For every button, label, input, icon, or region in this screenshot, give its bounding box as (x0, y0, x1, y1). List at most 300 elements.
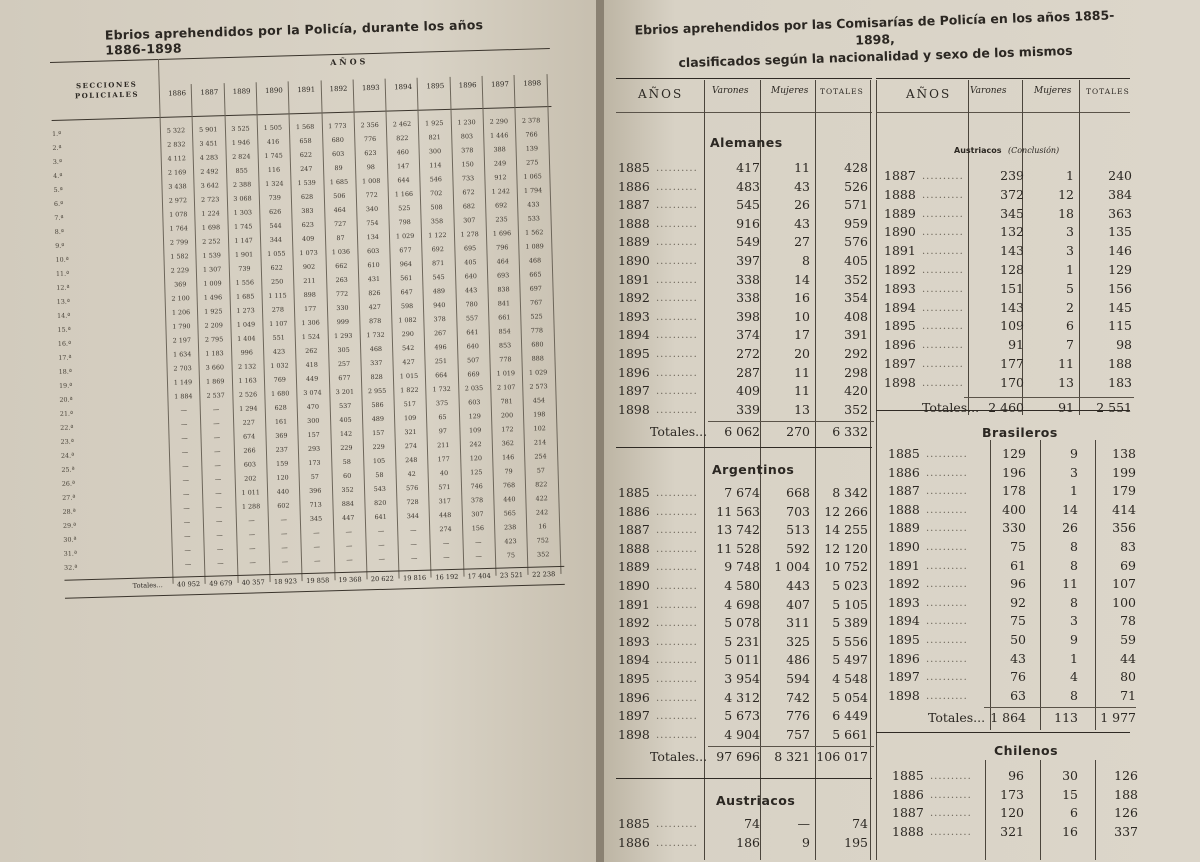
col-header-totales: TOTALES (820, 87, 864, 96)
value-cell: 78 (1120, 613, 1136, 629)
table-cell: 345 (309, 514, 323, 523)
table-cell: 677 (399, 245, 412, 255)
table-cell: — (410, 553, 418, 563)
table-row (618, 522, 874, 541)
year-label: 1898 (618, 401, 650, 417)
value-cell: 5 389 (832, 615, 868, 631)
table-cell: 622 (270, 263, 283, 272)
table-cell: 1 008 (361, 176, 381, 186)
table-cell: 98 (366, 162, 376, 172)
table-cell: 2 795 (204, 335, 224, 344)
year-label: 1891 (618, 596, 650, 612)
value-cell: 43 (794, 178, 810, 194)
col-header-anos: AÑOS (906, 87, 952, 101)
year-header-cell: 1886 (168, 89, 187, 98)
table-cell: 274 (439, 524, 452, 534)
table-cell: 964 (399, 259, 413, 269)
table-cell: 1 496 (203, 293, 223, 302)
year-label: 1885 (892, 768, 924, 783)
table-cell: 173 (308, 458, 321, 467)
year-label: 1893 (618, 633, 650, 649)
totals-label: Totales... (650, 424, 708, 440)
table-cell: 628 (300, 192, 314, 202)
value-cell: 50 (1010, 632, 1026, 647)
table-cell: — (183, 532, 191, 541)
value-cell: 178 (1002, 483, 1026, 499)
table-cell: 1 822 (400, 385, 419, 395)
year-header-cell: 1897 (490, 80, 509, 89)
value-cell: 173 (1000, 786, 1024, 802)
table-cell: 1 524 (301, 332, 321, 342)
value-cell: 2 (1066, 299, 1074, 315)
table-cell: 665 (529, 270, 542, 279)
table-cell: 248 (405, 455, 418, 465)
section-label: 8.ª (54, 227, 64, 236)
table-cell: — (410, 539, 417, 549)
value-cell: 571 (844, 197, 868, 213)
total-cell: 113 (1054, 710, 1078, 726)
table-cell: 2 799 (169, 238, 189, 247)
table-cell: 147 (396, 162, 410, 171)
table-cell: 888 (531, 354, 544, 363)
leader-dots: .......... (656, 256, 698, 267)
value-cell: 100 (1112, 594, 1136, 610)
value-cell: 959 (844, 215, 868, 231)
table-cell: 254 (534, 452, 547, 461)
value-cell: 71 (1120, 687, 1136, 703)
table-cell: 766 (525, 130, 538, 139)
table-cell: 1 107 (269, 319, 288, 328)
total-cell: 8 321 (774, 749, 810, 765)
value-cell: 1 (1070, 483, 1078, 499)
value-cell: 59 (1120, 632, 1136, 647)
table-cell: 300 (428, 147, 442, 156)
value-cell: 11 (794, 383, 810, 399)
value-cell: 11 (1062, 576, 1078, 592)
table-cell: 727 (333, 219, 347, 229)
table-cell: 912 (494, 173, 507, 182)
year-header-cell: 1895 (426, 82, 445, 91)
table-cell: 1 404 (237, 334, 256, 343)
table-cell: 841 (497, 299, 511, 308)
table-cell: 2 252 (202, 237, 221, 246)
table-cell: — (182, 462, 189, 471)
table-cell: 267 (433, 329, 447, 338)
table-cell: — (213, 419, 220, 428)
table-cell: 237 (275, 445, 289, 454)
value-cell: 363 (1108, 205, 1132, 221)
table-cell: 443 (465, 286, 478, 295)
section-label: 7.ª (54, 213, 64, 222)
year-header-cell: 1893 (361, 83, 380, 93)
table-cell: 1 036 (331, 247, 351, 257)
table-cell: — (215, 517, 223, 526)
value-cell: 151 (1000, 280, 1024, 296)
year-header-cell: 1894 (394, 82, 413, 92)
table-cell: 358 (430, 217, 444, 226)
table-row (618, 597, 874, 616)
table-cell: 669 (467, 370, 480, 379)
value-cell: 13 (794, 401, 810, 417)
table-cell: 116 (267, 165, 281, 174)
value-cell: 239 (1000, 168, 1024, 183)
leader-dots: .......... (656, 349, 698, 360)
value-cell: 11 563 (716, 503, 760, 519)
table-cell: 746 (470, 482, 483, 491)
leader-dots: .......... (926, 672, 968, 684)
table-cell: 2 723 (200, 195, 220, 204)
value-cell: 400 (1002, 501, 1026, 517)
table-cell: 2 832 (167, 140, 186, 149)
table-cell: — (280, 515, 288, 524)
table-cell: — (212, 405, 220, 414)
value-cell: 414 (1112, 501, 1136, 517)
leader-dots: .......... (926, 597, 968, 609)
table-row (618, 290, 874, 309)
value-cell: 63 (1010, 687, 1026, 703)
table-cell: 470 (306, 402, 320, 411)
value-cell: 8 (1070, 687, 1078, 703)
table-row (884, 356, 1134, 375)
table-cell: 89 (334, 163, 343, 173)
value-cell: 354 (844, 290, 868, 306)
value-cell: 8 (802, 253, 810, 268)
table-cell: 405 (464, 258, 477, 267)
value-cell: 98 (1116, 337, 1132, 353)
value-cell: 292 (844, 346, 868, 361)
leader-dots: .......... (926, 690, 968, 702)
table-cell: 454 (532, 396, 546, 405)
value-cell: 109 (1000, 318, 1024, 334)
table-cell: 1 149 (173, 378, 193, 387)
table-cell: 57 (536, 466, 546, 475)
year-label: 1888 (618, 540, 650, 556)
value-cell: 196 (1002, 464, 1026, 480)
value-cell: 145 (1108, 299, 1132, 315)
table-cell: 352 (341, 485, 354, 495)
table-cell: 340 (365, 204, 379, 214)
table-cell: 274 (404, 441, 418, 451)
table-cell: 641 (466, 328, 479, 337)
value-cell: 409 (736, 383, 760, 399)
value-cell: 513 (786, 522, 810, 538)
value-cell: 272 (736, 346, 760, 361)
table-cell: — (377, 526, 385, 536)
col-header-anos: AÑOS (638, 87, 684, 101)
section-label: 9.ª (55, 241, 65, 250)
table-cell: 344 (269, 235, 283, 244)
value-cell: — (797, 816, 810, 831)
section-label: 25.ª (61, 465, 75, 474)
table-cell: 1 790 (172, 322, 191, 331)
table-cell: 752 (536, 536, 550, 545)
value-cell: 12 (1058, 186, 1074, 202)
table-cell: 1 065 (523, 172, 542, 181)
table-cell: 586 (371, 400, 384, 410)
table-cell: 507 (466, 356, 480, 365)
total-cell: 91 (1058, 399, 1074, 415)
leader-dots: .......... (656, 506, 698, 518)
table-row (884, 281, 1134, 300)
value-cell: 61 (1010, 557, 1026, 573)
table-cell: — (182, 490, 190, 499)
table-cell: 682 (462, 202, 476, 211)
year-label: 1887 (884, 168, 916, 183)
table-cell: 307 (471, 510, 484, 519)
table-cell: 598 (400, 301, 414, 311)
table-row (888, 539, 1138, 558)
year-label: 1896 (618, 689, 650, 705)
section-label: 3.ª (52, 157, 63, 166)
table-cell: 464 (333, 205, 346, 215)
table-cell: 250 (270, 277, 284, 286)
value-cell: 420 (844, 383, 868, 399)
leader-dots: .......... (926, 635, 968, 646)
value-cell: 372 (1000, 186, 1024, 202)
table-cell: 330 (336, 303, 349, 313)
value-cell: 74 (744, 816, 760, 831)
table-cell: 626 (268, 207, 282, 216)
leader-dots: .......... (926, 504, 968, 516)
table-cell: — (181, 434, 188, 443)
table-cell: 157 (307, 430, 320, 439)
year-label: 1886 (618, 503, 650, 519)
table-cell: 1 273 (236, 306, 255, 315)
year-header-cell: 1891 (297, 85, 316, 95)
table-cell: 2 107 (496, 383, 516, 392)
value-cell: 170 (1000, 374, 1024, 390)
total-cell: 106 017 (816, 749, 868, 765)
value-cell: 115 (1108, 318, 1132, 334)
year-label: 1887 (892, 805, 924, 821)
table-cell: — (216, 531, 223, 540)
table-cell: 803 (460, 132, 474, 141)
table-cell: — (249, 558, 256, 567)
col-header-varones: Varones (712, 86, 749, 96)
leader-dots: .......... (656, 692, 698, 704)
table-cell: 728 (406, 497, 419, 507)
year-label: 1895 (888, 632, 920, 647)
table-cell: 262 (305, 346, 318, 355)
table-cell: 1 307 (202, 265, 222, 274)
table-cell: — (248, 516, 255, 525)
year-label: 1891 (888, 557, 920, 573)
leader-dots: .......... (926, 486, 968, 498)
year-label: 1896 (888, 650, 920, 666)
table-cell: 229 (340, 443, 353, 453)
table-cell: 3 201 (335, 387, 355, 397)
value-cell: 5 556 (832, 633, 868, 649)
table-cell: 1 884 (174, 392, 193, 401)
value-cell: 3 (1066, 243, 1074, 259)
table-cell: — (184, 560, 192, 569)
table-row (618, 634, 874, 653)
value-cell: 80 (1120, 669, 1136, 685)
section-label: 4.ª (53, 171, 63, 180)
table-row (618, 216, 874, 235)
value-cell: 5 (1066, 280, 1074, 296)
section-label: 32.ª (64, 563, 78, 572)
table-row (618, 541, 874, 560)
value-cell: 17 (794, 327, 810, 343)
leader-dots: .......... (656, 562, 698, 574)
value-cell: 12 266 (824, 503, 868, 519)
value-cell: 43 (794, 215, 810, 231)
table-row (618, 615, 874, 634)
table-cell: 1 163 (238, 376, 257, 385)
total-cell: 17 404 (467, 571, 491, 581)
value-cell: 16 (794, 290, 810, 306)
table-cell: 1 082 (398, 315, 417, 325)
value-cell: 188 (1114, 786, 1138, 802)
value-cell: 14 (1062, 501, 1078, 517)
table-cell: 772 (365, 190, 378, 200)
year-label: 1888 (888, 501, 920, 517)
table-cell: 1 680 (270, 389, 290, 398)
year-label: 1894 (618, 327, 650, 343)
table-cell: 767 (529, 298, 543, 307)
year-label: 1885 (618, 160, 650, 175)
table-cell: — (183, 504, 190, 513)
total-cell: 19 368 (338, 575, 362, 585)
table-cell: 1 019 (496, 369, 516, 378)
value-cell: 3 (1066, 224, 1074, 240)
table-cell: — (213, 447, 221, 456)
value-cell: 120 (1000, 805, 1024, 821)
table-cell: 571 (438, 482, 451, 492)
total-cell: 19 858 (306, 576, 330, 586)
value-cell: 27 (794, 234, 810, 250)
table-cell: 603 (243, 460, 257, 469)
total-cell: 23 521 (499, 570, 524, 580)
table-cell: — (184, 546, 191, 555)
table-row (618, 365, 874, 384)
table-cell: 263 (335, 275, 348, 285)
table-row (618, 197, 874, 216)
table-row (888, 465, 1138, 484)
value-cell: 345 (1000, 205, 1024, 221)
table-cell: 3 068 (233, 194, 252, 203)
value-cell: 12 120 (824, 540, 868, 556)
year-label: 1887 (618, 522, 650, 538)
leader-dots: .......... (922, 171, 964, 182)
total-cell: 270 (786, 424, 810, 440)
leader-dots: .......... (930, 789, 972, 801)
year-label: 1897 (884, 356, 916, 371)
value-cell: 5 105 (832, 596, 868, 612)
section-label: 20.ª (59, 395, 73, 404)
year-label: 1894 (618, 652, 650, 668)
table-cell: 448 (438, 510, 452, 520)
value-cell: 916 (736, 215, 760, 231)
table-cell: 200 (500, 411, 514, 420)
leader-dots: .......... (656, 367, 698, 379)
year-label: 1895 (618, 346, 650, 361)
value-cell: 374 (736, 327, 760, 343)
value-cell: 195 (844, 834, 868, 850)
table-cell: 383 (301, 206, 314, 216)
table-cell: 238 (503, 523, 517, 532)
value-cell: 43 (1010, 650, 1026, 666)
table-cell: — (216, 545, 224, 554)
table-cell: 768 (502, 481, 516, 490)
value-cell: 4 904 (724, 726, 760, 742)
table-cell: 16 (538, 522, 547, 531)
total-cell: 6 332 (832, 424, 868, 440)
year-label: 1886 (618, 178, 650, 194)
table-cell: 378 (470, 496, 484, 505)
value-cell: 96 (1008, 768, 1024, 783)
table-cell: — (248, 544, 256, 553)
table-row (618, 727, 874, 746)
table-cell: 5 322 (166, 126, 186, 135)
value-cell: 138 (1112, 446, 1136, 461)
leader-dots: .......... (656, 163, 698, 174)
table-cell: 375 (435, 399, 449, 408)
table-cell: 672 (462, 188, 475, 197)
year-label: 1885 (618, 485, 650, 500)
table-cell: 1 306 (301, 318, 320, 328)
value-cell: 14 (794, 271, 810, 287)
section-label: 24.ª (60, 451, 75, 460)
section-label: 30.ª (63, 535, 77, 544)
value-cell: 10 (794, 308, 810, 324)
table-cell: 680 (531, 340, 544, 349)
years-header: AÑOS (329, 56, 369, 68)
year-label: 1892 (618, 615, 650, 631)
table-cell: 2 703 (173, 364, 192, 373)
table-cell: — (182, 476, 190, 485)
table-cell: 422 (535, 494, 548, 503)
table-cell: 644 (397, 176, 410, 185)
table-cell: 2 356 (360, 120, 379, 130)
table-cell: 369 (275, 431, 288, 440)
year-label: 1885 (888, 446, 920, 461)
value-cell: 75 (1010, 539, 1026, 554)
table-cell: 305 (337, 345, 350, 355)
section-label: 14.ª (56, 311, 71, 320)
table-cell: 75 (506, 551, 516, 560)
section-rule (616, 447, 872, 448)
table-cell: 1 732 (366, 330, 385, 340)
value-cell: 549 (736, 234, 760, 250)
table-cell: 2 197 (172, 336, 192, 345)
value-cell: 44 (1120, 650, 1136, 666)
table-cell: — (409, 525, 417, 535)
leader-dots: .......... (926, 560, 968, 572)
table-cell: 739 (268, 193, 281, 202)
header-bottom-rule (616, 112, 872, 113)
table-cell: — (215, 489, 222, 498)
year-label: 1890 (618, 253, 650, 268)
table-cell: 3 660 (205, 363, 225, 372)
leader-dots: .......... (656, 711, 698, 723)
table-row (884, 318, 1134, 337)
table-cell: 713 (309, 500, 322, 509)
totals-rule (708, 746, 874, 747)
value-cell: 76 (1010, 669, 1026, 685)
leader-dots: .......... (656, 200, 698, 212)
leader-dots: .......... (656, 655, 698, 667)
table-row (618, 402, 874, 421)
table-cell: 1 539 (202, 251, 222, 260)
value-cell: 4 580 (724, 578, 760, 593)
table-cell: 1 230 (457, 118, 476, 127)
table-cell: 468 (528, 256, 542, 265)
year-label: 1885 (618, 816, 650, 831)
table-cell: 1 925 (424, 119, 444, 128)
table-cell: 551 (272, 333, 285, 342)
